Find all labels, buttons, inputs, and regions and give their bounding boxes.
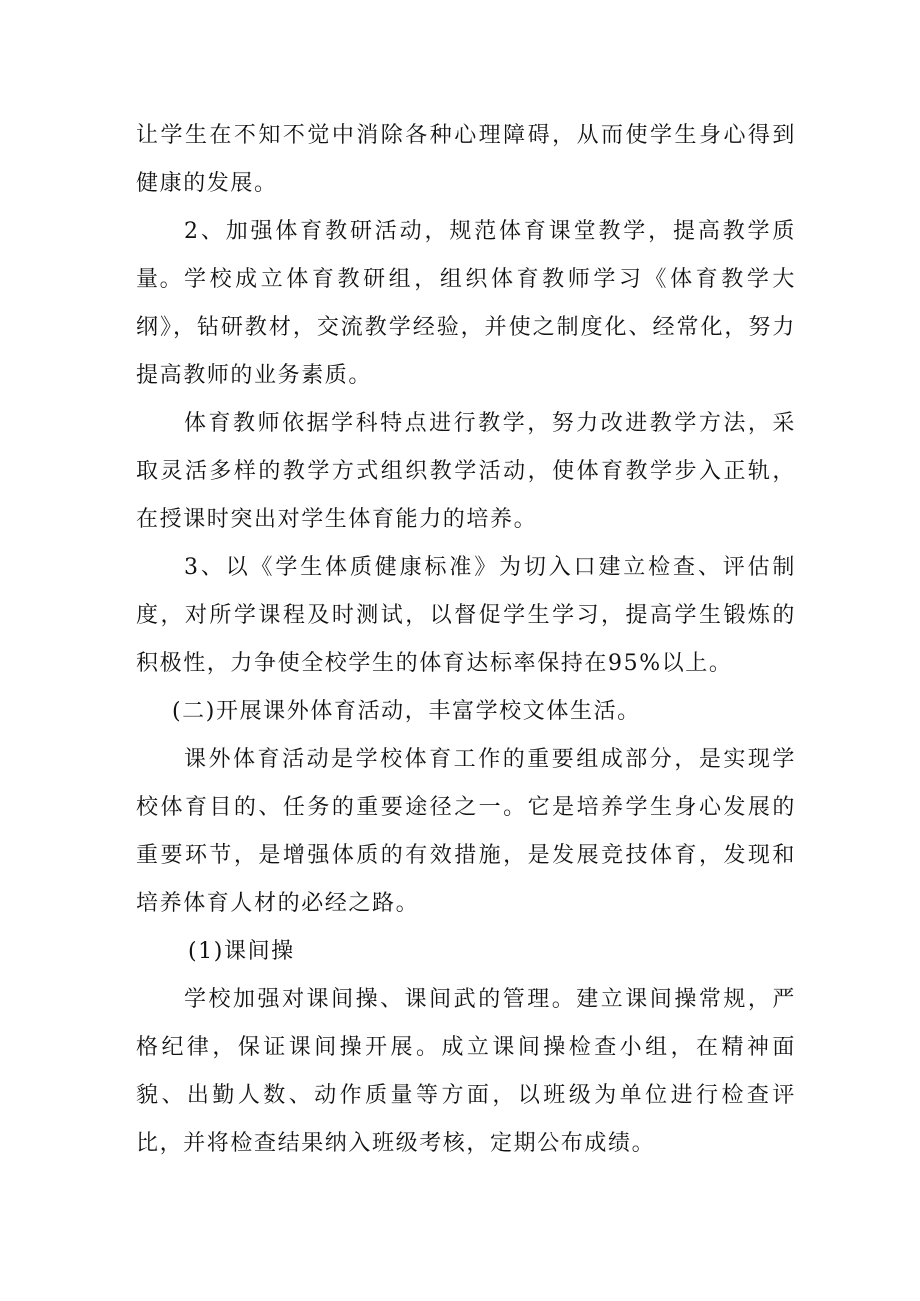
- paragraph-continuation: 让学生在不知不觉中消除各种心理障碍，从而使学生身心得到健康的发展。: [136, 123, 796, 196]
- paragraph-item-3-standard: 3、以《学生体质健康标准》为切入口建立检查、评估制度，对所学课程及时测试，以督促学生学习，提高学生锻炼的积极性，力争使全校学生的体育达标率保持在95%以上。: [136, 555, 796, 676]
- paragraph-teaching-group: 学校成立体育教研组，组织体育教师学习《体育教学大纲》，钻研教材，交流教学经验，并使之制度化、经常化，努力提高教师的业务素质。: [136, 267, 796, 388]
- paragraph-item-2-heading: 2、加强体育教研活动，规范体育课堂教学，提高教学质量。: [136, 219, 796, 292]
- subheading-break-exercise: (1)课间操: [188, 939, 295, 964]
- paragraph-teaching-method: 体育教师依据学科特点进行教学，努力改进教学方法，采取灵活多样的教学方式组织教学活动，使体育教学步入正轨，在授课时突出对学生体育能力的培养。: [136, 411, 796, 532]
- section-heading-extracurricular: (二)开展课外体育活动，丰富学校文体生活。: [172, 699, 641, 724]
- paragraph-extracurricular-importance: 课外体育活动是学校体育工作的重要组成部分，是实现学校体育目的、任务的重要途径之一。它是培养学生身心发展的重要环节，是增强体质的有效措施，是发展竞技体育，发现和培养体育人材的必经之路。: [136, 747, 796, 916]
- paragraph-break-exercise-management: 学校加强对课间操、课间武的管理。建立课间操常规，严格纪律，保证课间操开展。成立课间操检查小组，在精神面貌、出勤人数、动作质量等方面，以班级为单位进行检查评比，并将检查结果纳入班级考核，定期公布成绩。: [136, 987, 796, 1156]
